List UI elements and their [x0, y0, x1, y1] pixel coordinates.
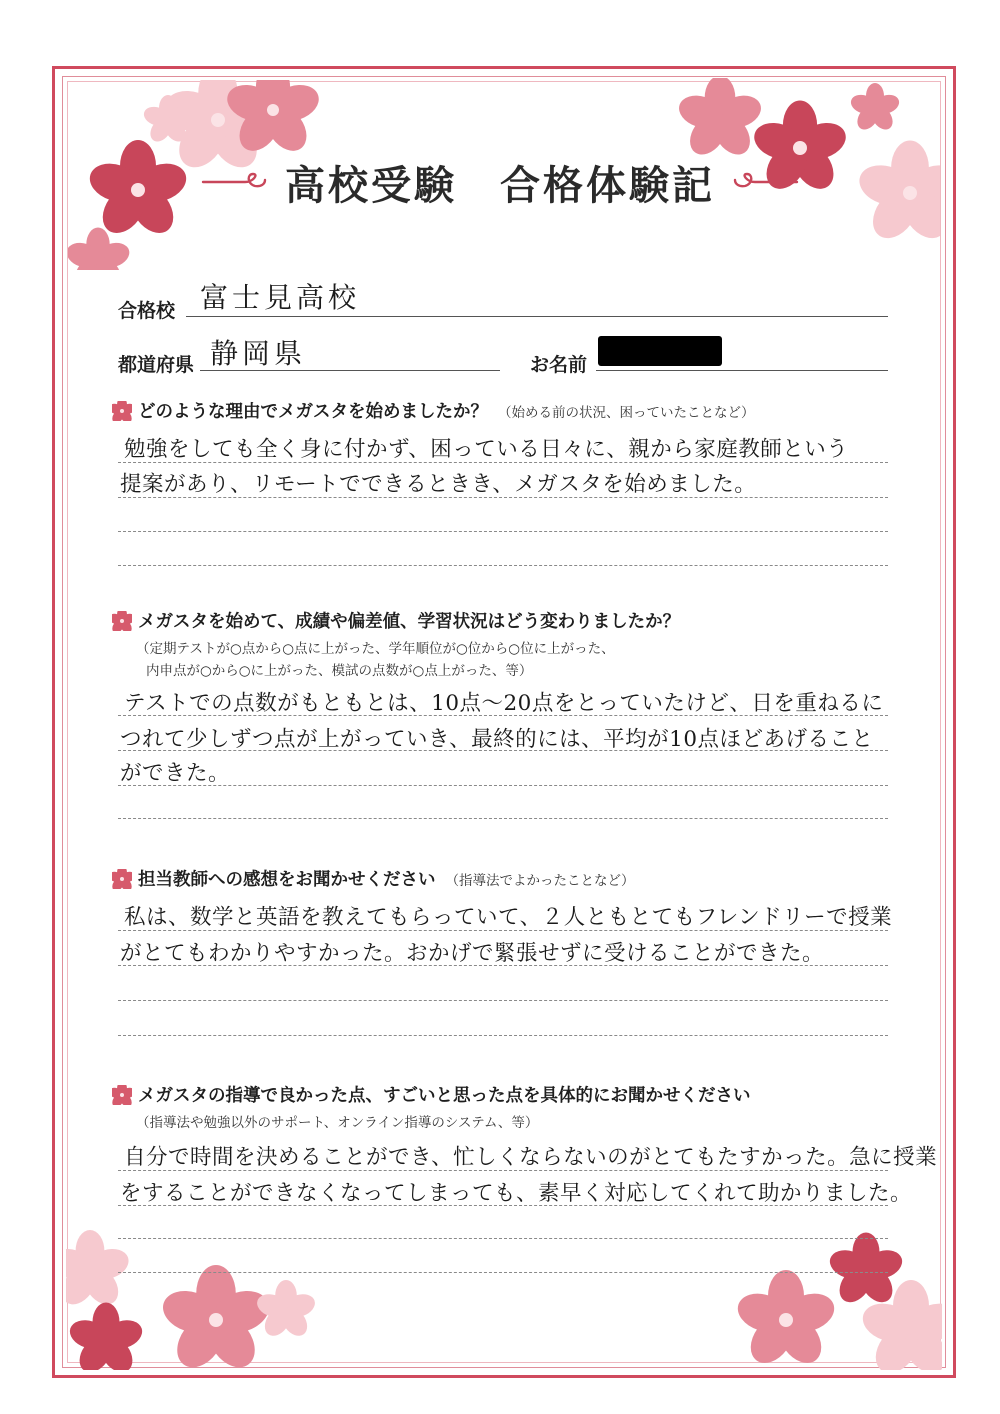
swirl-ornament-icon: [733, 170, 799, 194]
question-4-text: メガスタの指導で良かった点、すごいと思った点を具体的にお聞かせください: [138, 1086, 751, 1106]
answer-4-line-1: 自分で時間を決めることができ、忙しくならないのがとてもたすかった。急に授業: [124, 1145, 938, 1170]
document-header: [0, 152, 1000, 212]
answer-rule: [118, 1205, 888, 1206]
answer-rule: [118, 930, 888, 931]
question-1: [112, 398, 755, 423]
question-2-text: メガスタを始めて、成績や偏差値、学習状況はどう変わりましたか？: [138, 612, 681, 632]
question-1-note: （始める前の状況、困っていたことなど）: [498, 404, 755, 421]
answer-3-line-2: がとてもわかりやすかった。おかげで緊張せずに受けることができた。: [120, 941, 825, 966]
answer-2-line-1: テストでの点数がもともとは、10点～20点をとっていたけど、日を重ねるに: [124, 691, 884, 716]
answer-1-line-1: 勉強をしても全く身に付かず、困っている日々に、親から家庭教師という: [124, 437, 849, 462]
question-2-subnote-1: （定期テストが○点から○点に上がった、学年順位が○位から○位に上がった、: [136, 641, 615, 657]
school-line: [186, 316, 888, 317]
question-4-subnote: （指導法や勉強以外のサポート、オンライン指導のシステム、等）: [136, 1115, 539, 1131]
answer-3-line-1: 私は、数学と英語を教えてもらっていて、２人ともとてもフレンドリーで授業: [124, 905, 893, 930]
answer-rule: [118, 1035, 888, 1036]
answer-rule: [118, 497, 888, 498]
answer-rule: [118, 1272, 888, 1273]
answer-rule: [118, 462, 888, 463]
school-value: 富士見高校: [200, 281, 361, 314]
answer-rule: [118, 715, 888, 716]
answer-4-line-2: をすることができなくなってしまっても、素早く対応してくれて助かりました。: [120, 1181, 913, 1206]
question-3: [112, 866, 635, 891]
answer-rule: [118, 818, 888, 819]
answer-1-line-2: 提案があり、リモートでできるときき、メガスタを始めました。: [120, 472, 757, 497]
cherry-blossom-icon: [112, 611, 132, 631]
question-4: [112, 1082, 751, 1107]
answer-rule: [118, 1170, 888, 1171]
answer-rule: [118, 1000, 888, 1001]
cherry-blossom-icon: [112, 401, 132, 421]
answer-rule: [118, 750, 888, 751]
answer-rule: [118, 1238, 888, 1239]
question-2-subnote-2: 内申点が○から○に上がった、模試の点数が○点上がった、等）: [146, 663, 533, 679]
question-3-text: 担当教師への感想をお聞かせください: [138, 870, 436, 890]
swirl-ornament-icon: [201, 170, 267, 194]
question-2: [112, 608, 680, 633]
answer-rule: [118, 565, 888, 566]
school-label: 合格校: [118, 300, 176, 322]
name-label: お名前: [530, 354, 588, 376]
answer-rule: [118, 965, 888, 966]
question-3-note: （指導法でよかったことなど）: [445, 872, 635, 889]
redacted-name: [598, 336, 722, 366]
answer-rule: [118, 531, 888, 532]
question-1-text: どのような理由でメガスタを始めましたか？: [138, 402, 488, 422]
name-line: [596, 370, 888, 371]
document-title: 高校受験 合格体験記: [285, 162, 715, 209]
answer-2-line-2: つれて少しずつ点が上がっていき、最終的には、平均が10点ほどあげること: [120, 727, 874, 752]
prefecture-line: [200, 370, 500, 371]
answer-rule: [118, 785, 888, 786]
cherry-blossom-icon: [112, 869, 132, 889]
prefecture-value: 静岡県: [210, 337, 307, 370]
prefecture-label: 都道府県: [118, 354, 195, 376]
cherry-blossom-decoration-bottom: [66, 1210, 942, 1370]
cherry-blossom-icon: [112, 1085, 132, 1105]
answer-2-line-3: ができた。: [120, 761, 231, 786]
